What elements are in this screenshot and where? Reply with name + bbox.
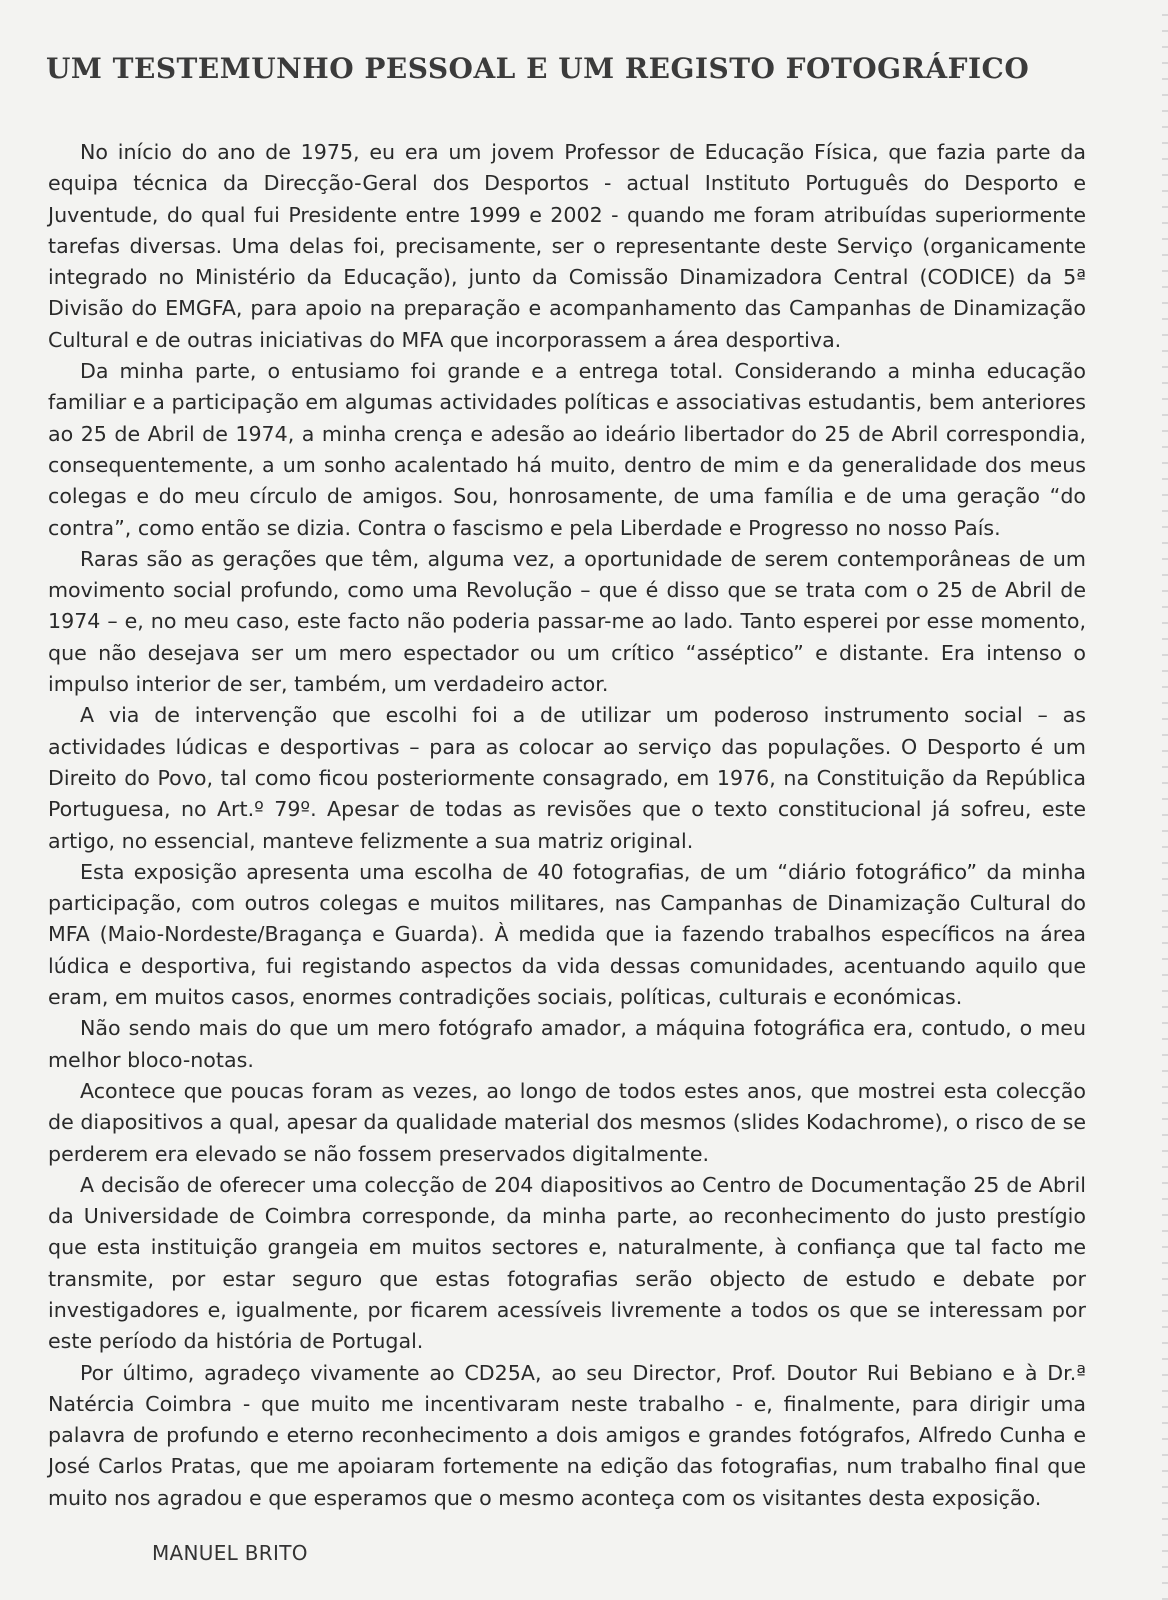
paragraph: Da minha parte, o entusiamo foi grande e a entrega total. Considerando a minha educação familiar e a participação em algumas actividades políticas e associativas estudantis, bem anteriores ao 25 de Abril de 1974, a minha crença e adesão ao ideário libertador do 25 de Abril correspondia, consequentemente, a um sonho acalentado há muito, dentro de mim e da generalidade dos meus colegas e do meu círculo de amigos. Sou, honrosamente, de uma família e de uma geração “do contra”, como então se dizia. Contra o fascismo e pela Liberdade e Progresso no nosso País. — [48, 359, 1086, 540]
author-signature: MANUEL BRITO — [152, 1541, 308, 1565]
page-title: UM TESTEMUNHO PESSOAL E UM REGISTO FOTOGRÁFICO — [46, 52, 1030, 85]
paragraph: Esta exposição apresenta uma escolha de 40 fotografias, de um “diário fotográfico” da minha participação, com outros colegas e muitos militares, nas Campanhas de Dinamização Cultural do MFA (Maio-Nordeste/Bragança e Guarda). À medida que ia fazendo trabalhos específicos na área lúdica e desportiva, fui registando aspectos da vida dessas comunidades, acentuando aquilo que eram, em muitos casos, enormes contradições sociais, políticas, culturais e económicas. — [48, 859, 1086, 1010]
paragraph: No início do ano de 1975, eu era um jovem Professor de Educação Física, que fazia parte da equipa técnica da Direcção-Geral dos Desportos - actual Instituto Português do Desporto e Juventude, do qual fui Presidente entre 1999 e 2002 - quando me foram atribuídas superiormente tarefas diversas. Uma delas foi, precisamente, ser o representante deste Serviço (organicamente integrado no Ministério da Educação), junto da Comissão Dinamizadora Central (CODICE) da 5ª Divisão do EMGFA, para apoio na preparação e acompanhamento das Campanhas de Dinamização Cultural e de outras iniciativas do MFA que incorporassem a área desportiva. — [48, 140, 1086, 352]
paragraph: Por último, agradeço vivamente ao CD25A, ao seu Director, Prof. Doutor Rui Bebiano e à Dr.ª Natércia Coimbra - que muito me incentivaram neste trabalho - e, finalmente, para dirigir uma palavra de profundo e eterno reconhecimento a dois amigos e grandes fotógrafos, Alfredo Cunha e José Carlos Pratas, que me apoiaram fortemente na edição das fotografias, num trabalho final que muito nos agradou e que esperamos que o mesmo aconteça com os visitantes desta exposição. — [48, 1360, 1086, 1510]
page-edge-decoration — [1162, 0, 1168, 1600]
paragraph: Raras são as gerações que têm, alguma vez, a oportunidade de serem contemporâneas de um movimento social profundo, como uma Revolução – que é disso que se trata com o 25 de Abril de 1974 – e, no meu caso, este facto não poderia passar-me ao lado. Tanto esperei por esse momento, que não desejava ser um mero espectador ou um crítico “asséptico” e distante. Era intenso o impulso interior de ser, também, um verdadeiro actor. — [48, 546, 1086, 697]
article-body — [48, 137, 1086, 1514]
paragraph: Não sendo mais do que um mero fotógrafo amador, a máquina fotográfica era, contudo, o meu melhor bloco-notas. — [48, 1016, 1086, 1072]
paragraph: Acontece que poucas foram as vezes, ao longo de todos estes anos, que mostrei esta colecção de diapositivos a qual, apesar da qualidade material dos mesmos (slides Kodachrome), o risco de se perderem era elevado se não fossem preservados digitalmente. — [48, 1078, 1086, 1166]
paragraph: A via de intervenção que escolhi foi a de utilizar um poderoso instrumento social – as actividades lúdicas e desportivas – para as colocar ao serviço das populações. O Desporto é um Direito do Povo, tal como ficou posteriormente consagrado, em 1976, na Constituição da República Portuguesa, no Art.º 79º. Apesar de todas as revisões que o texto constitucional já sofreu, este artigo, no essencial, manteve felizmente a sua matriz original. — [48, 703, 1086, 853]
paragraph: A decisão de oferecer uma colecção de 204 diapositivos ao Centro de Documentação 25 de Abril da Universidade de Coimbra corresponde, da minha parte, ao reconhecimento do justo prestígio que esta instituição grangeia em muitos sectores e, naturalmente, à confiança que tal facto me transmite, por estar seguro que estas fotografias serão objecto de estudo e debate por investigadores e, igualmente, por ficarem acessíveis livremente a todos os que se interessam por este período da história de Portugal. — [48, 1172, 1086, 1354]
